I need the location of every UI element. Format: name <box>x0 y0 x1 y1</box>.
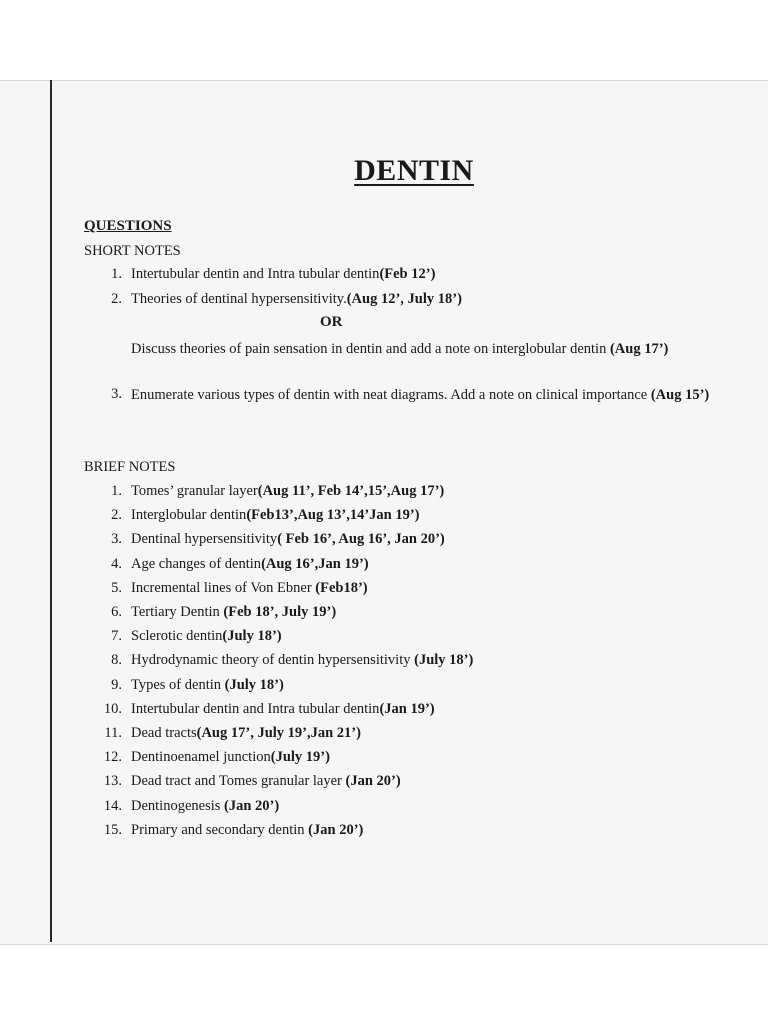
brief-note-item <box>0 531 768 553</box>
item-text: Intertubular dentin and Intra tubular dentin(Jan 19’) <box>131 700 435 717</box>
item-text: Primary and secondary dentin (Jan 20’) <box>131 821 364 838</box>
item-ref: (Aug 11’, Feb 14’,15’,Aug 17’) <box>257 483 445 499</box>
item-text: Theories of dentinal hypersensitivity.(Aug 12’, July 18’) <box>131 291 462 307</box>
item-number: 1. <box>111 483 122 499</box>
item-ref: (Aug 17’) <box>609 341 669 357</box>
brief-note-item <box>0 483 768 505</box>
item-ref: (Aug 16’,Jan 19’) <box>261 555 369 572</box>
short-note-item <box>0 266 768 288</box>
item-number: 9. <box>111 676 122 693</box>
brief-note-item <box>0 580 768 602</box>
item-number: 7. <box>111 628 122 645</box>
brief-note-item <box>0 628 768 650</box>
item-number: 6. <box>111 604 122 620</box>
item-ref: (July 18’) <box>222 628 282 645</box>
brief-note-item <box>0 725 768 747</box>
item-ref: (Jan 20’) <box>224 797 280 814</box>
short-note-alternative: Discuss theories of pain sensation in dentin and add a note on interglobular dentin (Aug 17’) <box>131 341 669 357</box>
item-text: Dead tract and Tomes granular layer (Jan 20’) <box>131 773 401 790</box>
item-ref: (Feb18’) <box>315 579 368 596</box>
item-number: 3. <box>111 386 122 402</box>
brief-note-item <box>0 798 768 820</box>
brief-note-item <box>0 507 768 529</box>
item-ref: (Feb13’,Aug 13’,14’Jan 19’) <box>246 507 420 524</box>
page-title: DENTIN <box>354 154 474 187</box>
item-ref: (Aug 12’, July 18’) <box>346 291 462 307</box>
item-text: Tomes’ granular layer(Aug 11’, Feb 14’,15’,Aug 17’) <box>131 483 445 499</box>
brief-note-item <box>0 701 768 723</box>
brief-note-item <box>0 822 768 844</box>
item-number: 4. <box>111 555 122 572</box>
short-note-item <box>0 291 768 313</box>
brief-note-item <box>0 556 768 578</box>
item-number: 14. <box>103 797 122 814</box>
item-ref: (July 19’) <box>270 749 330 766</box>
or-label: OR <box>320 314 343 330</box>
item-number: 13. <box>103 773 122 790</box>
item-number: 12. <box>103 749 122 766</box>
item-number: 8. <box>111 652 122 669</box>
item-number: 10. <box>103 700 122 717</box>
brief-note-item <box>0 773 768 795</box>
item-number: 1. <box>111 266 122 282</box>
item-text: Age changes of dentin(Aug 16’,Jan 19’) <box>131 555 369 572</box>
item-ref: (Jan 20’) <box>345 773 401 790</box>
questions-heading: QUESTIONS <box>84 218 172 234</box>
item-number: 2. <box>111 507 122 524</box>
item-number: 15. <box>103 821 122 838</box>
item-text: Incremental lines of Von Ebner (Feb18’) <box>131 579 368 596</box>
item-text: Dentinal hypersensitivity( Feb 16’, Aug 16’, Jan 20’) <box>131 531 445 548</box>
brief-note-item <box>0 604 768 626</box>
item-text: Dentinogenesis (Jan 20’) <box>131 797 280 814</box>
item-text: Dentinoenamel junction(July 19’) <box>131 749 330 766</box>
brief-note-item <box>0 749 768 771</box>
item-ref: (July 18’) <box>414 652 474 669</box>
item-ref: (Jan 20’) <box>308 821 364 838</box>
short-notes-heading: SHORT NOTES <box>84 243 181 259</box>
item-ref: (Jan 19’) <box>379 700 435 717</box>
item-text: Hydrodynamic theory of dentin hypersensitivity (July 18’) <box>131 652 474 669</box>
brief-note-item <box>0 677 768 699</box>
item-text: Enumerate various types of dentin with neat diagrams. Add a note on clinical importance (Aug 15’) <box>131 387 710 403</box>
item-ref: (Aug 17’, July 19’,Jan 21’) <box>196 725 361 741</box>
item-text: Types of dentin (July 18’) <box>131 676 284 693</box>
item-number: 2. <box>111 291 122 307</box>
item-text: Tertiary Dentin (Feb 18’, July 19’) <box>131 604 337 620</box>
brief-notes-heading: BRIEF NOTES <box>84 459 176 475</box>
item-number: 11. <box>104 725 122 741</box>
item-ref: ( Feb 16’, Aug 16’, Jan 20’) <box>277 531 445 548</box>
item-ref: (Feb 18’, July 19’) <box>223 604 337 620</box>
item-ref: (Feb 12’) <box>379 266 436 282</box>
item-ref: (July 18’) <box>224 676 284 693</box>
item-number: 5. <box>111 579 122 596</box>
item-text: Interglobular dentin(Feb13’,Aug 13’,14’Jan 19’) <box>131 507 420 524</box>
item-number: 3. <box>111 531 122 548</box>
brief-note-item <box>0 652 768 674</box>
item-ref: (Aug 15’) <box>650 387 710 403</box>
item-text: Dead tracts(Aug 17’, July 19’,Jan 21’) <box>131 725 361 741</box>
item-text: Sclerotic dentin(July 18’) <box>131 628 282 645</box>
item-text: Intertubular dentin and Intra tubular dentin(Feb 12’) <box>131 266 436 282</box>
